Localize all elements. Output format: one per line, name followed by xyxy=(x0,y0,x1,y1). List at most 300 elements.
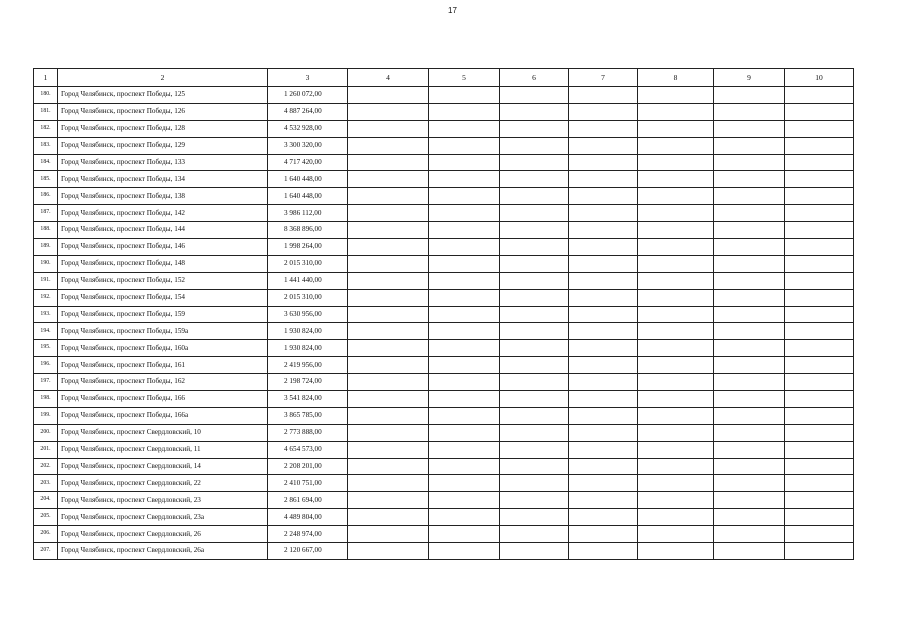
amount-cell: 2 773 888,00 xyxy=(268,424,348,441)
empty-cell xyxy=(785,306,854,323)
empty-cell xyxy=(348,171,429,188)
row-number-cell: 184. xyxy=(34,154,58,171)
empty-cell xyxy=(500,357,569,374)
row-number-cell: 206. xyxy=(34,526,58,543)
row-number-cell: 183. xyxy=(34,137,58,154)
empty-cell xyxy=(785,188,854,205)
empty-cell xyxy=(569,475,638,492)
empty-cell xyxy=(348,441,429,458)
empty-cell xyxy=(348,87,429,104)
empty-cell xyxy=(569,87,638,104)
empty-cell xyxy=(569,441,638,458)
empty-cell xyxy=(714,407,785,424)
empty-cell xyxy=(348,492,429,509)
table-row xyxy=(34,222,854,239)
empty-cell xyxy=(429,391,500,408)
empty-cell xyxy=(348,120,429,137)
empty-cell xyxy=(500,441,569,458)
row-number-cell: 187. xyxy=(34,205,58,222)
empty-cell xyxy=(500,289,569,306)
empty-cell xyxy=(429,323,500,340)
address-cell: Город Челябинск, проспект Победы, 125 xyxy=(58,87,268,104)
empty-cell xyxy=(638,188,714,205)
address-cell: Город Челябинск, проспект Победы, 166 xyxy=(58,391,268,408)
empty-cell xyxy=(569,424,638,441)
empty-cell xyxy=(785,205,854,222)
empty-cell xyxy=(785,340,854,357)
table-row xyxy=(34,137,854,154)
row-number-cell: 207. xyxy=(34,543,58,560)
empty-cell xyxy=(638,526,714,543)
empty-cell xyxy=(714,103,785,120)
empty-cell xyxy=(638,306,714,323)
table-row xyxy=(34,120,854,137)
table-row xyxy=(34,509,854,526)
table-row xyxy=(34,205,854,222)
table-row xyxy=(34,441,854,458)
empty-cell xyxy=(500,137,569,154)
empty-cell xyxy=(429,458,500,475)
empty-cell xyxy=(429,424,500,441)
empty-cell xyxy=(569,407,638,424)
empty-cell xyxy=(500,492,569,509)
address-cell: Город Челябинск, проспект Победы, 154 xyxy=(58,289,268,306)
address-cell: Город Челябинск, проспект Свердловский, 26а xyxy=(58,543,268,560)
address-cell: Город Челябинск, проспект Свердловский, 11 xyxy=(58,441,268,458)
empty-cell xyxy=(569,205,638,222)
row-number-cell: 188. xyxy=(34,222,58,239)
amount-cell: 1 930 824,00 xyxy=(268,340,348,357)
empty-cell xyxy=(348,272,429,289)
empty-cell xyxy=(714,154,785,171)
empty-cell xyxy=(500,340,569,357)
register-table xyxy=(33,68,854,560)
empty-cell xyxy=(714,424,785,441)
empty-cell xyxy=(638,239,714,256)
address-cell: Город Челябинск, проспект Победы, 166а xyxy=(58,407,268,424)
empty-cell xyxy=(500,255,569,272)
amount-cell: 8 368 896,00 xyxy=(268,222,348,239)
table-row xyxy=(34,458,854,475)
empty-cell xyxy=(429,120,500,137)
address-cell: Город Челябинск, проспект Победы, 128 xyxy=(58,120,268,137)
table-row xyxy=(34,475,854,492)
empty-cell xyxy=(714,87,785,104)
empty-cell xyxy=(714,374,785,391)
address-cell: Город Челябинск, проспект Свердловский, 10 xyxy=(58,424,268,441)
empty-cell xyxy=(500,391,569,408)
column-header: 9 xyxy=(714,69,785,87)
empty-cell xyxy=(714,306,785,323)
empty-cell xyxy=(714,137,785,154)
amount-cell: 1 640 448,00 xyxy=(268,171,348,188)
empty-cell xyxy=(714,340,785,357)
empty-cell xyxy=(638,323,714,340)
row-number-cell: 195. xyxy=(34,340,58,357)
empty-cell xyxy=(500,87,569,104)
row-number-cell: 201. xyxy=(34,441,58,458)
empty-cell xyxy=(638,458,714,475)
empty-cell xyxy=(348,475,429,492)
empty-cell xyxy=(785,239,854,256)
table-row xyxy=(34,239,854,256)
empty-cell xyxy=(348,374,429,391)
empty-cell xyxy=(500,475,569,492)
empty-cell xyxy=(500,205,569,222)
empty-cell xyxy=(638,509,714,526)
empty-cell xyxy=(638,357,714,374)
empty-cell xyxy=(714,205,785,222)
row-number-cell: 205. xyxy=(34,509,58,526)
empty-cell xyxy=(638,154,714,171)
empty-cell xyxy=(785,154,854,171)
table-row xyxy=(34,323,854,340)
empty-cell xyxy=(638,120,714,137)
address-cell: Город Челябинск, проспект Победы, 129 xyxy=(58,137,268,154)
amount-cell: 4 717 420,00 xyxy=(268,154,348,171)
address-cell: Город Челябинск, проспект Свердловский, 26 xyxy=(58,526,268,543)
address-cell: Город Челябинск, проспект Победы, 134 xyxy=(58,171,268,188)
empty-cell xyxy=(569,289,638,306)
empty-cell xyxy=(348,391,429,408)
empty-cell xyxy=(569,255,638,272)
empty-cell xyxy=(500,222,569,239)
amount-cell: 2 208 201,00 xyxy=(268,458,348,475)
empty-cell xyxy=(714,509,785,526)
empty-cell xyxy=(500,154,569,171)
empty-cell xyxy=(638,475,714,492)
address-cell: Город Челябинск, проспект Победы, 159 xyxy=(58,306,268,323)
amount-cell: 3 300 320,00 xyxy=(268,137,348,154)
table-row xyxy=(34,255,854,272)
empty-cell xyxy=(429,171,500,188)
column-header: 3 xyxy=(268,69,348,87)
empty-cell xyxy=(348,222,429,239)
empty-cell xyxy=(714,441,785,458)
empty-cell xyxy=(785,289,854,306)
empty-cell xyxy=(569,137,638,154)
empty-cell xyxy=(429,87,500,104)
empty-cell xyxy=(348,424,429,441)
address-cell: Город Челябинск, проспект Победы, 144 xyxy=(58,222,268,239)
empty-cell xyxy=(500,458,569,475)
address-cell: Город Челябинск, проспект Свердловский, 22 xyxy=(58,475,268,492)
empty-cell xyxy=(429,340,500,357)
table-header-row xyxy=(34,69,854,87)
empty-cell xyxy=(714,323,785,340)
empty-cell xyxy=(429,103,500,120)
empty-cell xyxy=(348,289,429,306)
empty-cell xyxy=(785,171,854,188)
empty-cell xyxy=(500,407,569,424)
table-row xyxy=(34,357,854,374)
empty-cell xyxy=(429,526,500,543)
empty-cell xyxy=(638,222,714,239)
empty-cell xyxy=(429,492,500,509)
empty-cell xyxy=(429,272,500,289)
empty-cell xyxy=(569,171,638,188)
empty-cell xyxy=(348,103,429,120)
empty-cell xyxy=(348,323,429,340)
amount-cell: 4 532 928,00 xyxy=(268,120,348,137)
empty-cell xyxy=(429,255,500,272)
table-row xyxy=(34,340,854,357)
empty-cell xyxy=(429,357,500,374)
empty-cell xyxy=(348,357,429,374)
amount-cell: 2 410 751,00 xyxy=(268,475,348,492)
empty-cell xyxy=(714,458,785,475)
address-cell: Город Челябинск, проспект Победы, 148 xyxy=(58,255,268,272)
empty-cell xyxy=(785,103,854,120)
amount-cell: 2 120 667,00 xyxy=(268,543,348,560)
empty-cell xyxy=(500,239,569,256)
row-number-cell: 199. xyxy=(34,407,58,424)
empty-cell xyxy=(785,526,854,543)
empty-cell xyxy=(638,205,714,222)
row-number-cell: 202. xyxy=(34,458,58,475)
empty-cell xyxy=(638,374,714,391)
empty-cell xyxy=(569,543,638,560)
empty-cell xyxy=(500,543,569,560)
table-row xyxy=(34,272,854,289)
empty-cell xyxy=(429,188,500,205)
empty-cell xyxy=(429,407,500,424)
row-number-cell: 203. xyxy=(34,475,58,492)
address-cell: Город Челябинск, проспект Победы, 138 xyxy=(58,188,268,205)
empty-cell xyxy=(348,137,429,154)
empty-cell xyxy=(785,509,854,526)
empty-cell xyxy=(500,509,569,526)
amount-cell: 1 930 824,00 xyxy=(268,323,348,340)
empty-cell xyxy=(638,255,714,272)
empty-cell xyxy=(785,458,854,475)
empty-cell xyxy=(429,289,500,306)
row-number-cell: 193. xyxy=(34,306,58,323)
row-number-cell: 196. xyxy=(34,357,58,374)
amount-cell: 1 441 440,00 xyxy=(268,272,348,289)
empty-cell xyxy=(714,222,785,239)
empty-cell xyxy=(429,475,500,492)
empty-cell xyxy=(569,272,638,289)
empty-cell xyxy=(638,289,714,306)
empty-cell xyxy=(638,492,714,509)
empty-cell xyxy=(569,340,638,357)
empty-cell xyxy=(348,306,429,323)
amount-cell: 1 998 264,00 xyxy=(268,239,348,256)
empty-cell xyxy=(500,103,569,120)
row-number-cell: 192. xyxy=(34,289,58,306)
row-number-cell: 180. xyxy=(34,87,58,104)
empty-cell xyxy=(638,87,714,104)
empty-cell xyxy=(569,509,638,526)
empty-cell xyxy=(785,407,854,424)
empty-cell xyxy=(638,272,714,289)
empty-cell xyxy=(348,340,429,357)
empty-cell xyxy=(785,120,854,137)
address-cell: Город Челябинск, проспект Победы, 161 xyxy=(58,357,268,374)
empty-cell xyxy=(569,103,638,120)
empty-cell xyxy=(569,458,638,475)
empty-cell xyxy=(569,391,638,408)
amount-cell: 3 986 112,00 xyxy=(268,205,348,222)
empty-cell xyxy=(638,391,714,408)
empty-cell xyxy=(785,475,854,492)
empty-cell xyxy=(348,458,429,475)
column-header: 7 xyxy=(569,69,638,87)
empty-cell xyxy=(714,239,785,256)
column-header: 6 xyxy=(500,69,569,87)
empty-cell xyxy=(569,357,638,374)
empty-cell xyxy=(569,492,638,509)
empty-cell xyxy=(348,205,429,222)
address-cell: Город Челябинск, проспект Свердловский, 14 xyxy=(58,458,268,475)
row-number-cell: 186. xyxy=(34,188,58,205)
empty-cell xyxy=(429,543,500,560)
empty-cell xyxy=(785,492,854,509)
amount-cell: 4 887 264,00 xyxy=(268,103,348,120)
table-row xyxy=(34,424,854,441)
empty-cell xyxy=(785,255,854,272)
empty-cell xyxy=(785,222,854,239)
empty-cell xyxy=(638,103,714,120)
amount-cell: 2 198 724,00 xyxy=(268,374,348,391)
address-cell: Город Челябинск, проспект Победы, 142 xyxy=(58,205,268,222)
table-row xyxy=(34,103,854,120)
empty-cell xyxy=(785,424,854,441)
table-row xyxy=(34,492,854,509)
empty-cell xyxy=(785,543,854,560)
table-row xyxy=(34,526,854,543)
empty-cell xyxy=(348,526,429,543)
empty-cell xyxy=(348,543,429,560)
empty-cell xyxy=(429,239,500,256)
empty-cell xyxy=(638,137,714,154)
empty-cell xyxy=(348,407,429,424)
amount-cell: 2 248 974,00 xyxy=(268,526,348,543)
address-cell: Город Челябинск, проспект Победы, 152 xyxy=(58,272,268,289)
empty-cell xyxy=(348,154,429,171)
empty-cell xyxy=(569,222,638,239)
column-header: 4 xyxy=(348,69,429,87)
table-row xyxy=(34,407,854,424)
empty-cell xyxy=(348,239,429,256)
table-row xyxy=(34,543,854,560)
empty-cell xyxy=(785,272,854,289)
table-row xyxy=(34,154,854,171)
empty-cell xyxy=(638,407,714,424)
table-row xyxy=(34,374,854,391)
row-number-cell: 194. xyxy=(34,323,58,340)
empty-cell xyxy=(429,137,500,154)
empty-cell xyxy=(714,188,785,205)
row-number-cell: 197. xyxy=(34,374,58,391)
empty-cell xyxy=(714,289,785,306)
empty-cell xyxy=(714,357,785,374)
column-header: 2 xyxy=(58,69,268,87)
empty-cell xyxy=(714,543,785,560)
empty-cell xyxy=(785,137,854,154)
empty-cell xyxy=(714,255,785,272)
column-header: 1 xyxy=(34,69,58,87)
empty-cell xyxy=(785,87,854,104)
empty-cell xyxy=(500,272,569,289)
page-number: 17 xyxy=(448,6,457,15)
empty-cell xyxy=(714,492,785,509)
empty-cell xyxy=(429,222,500,239)
row-number-cell: 185. xyxy=(34,171,58,188)
empty-cell xyxy=(638,441,714,458)
amount-cell: 2 015 310,00 xyxy=(268,289,348,306)
amount-cell: 2 419 956,00 xyxy=(268,357,348,374)
empty-cell xyxy=(500,188,569,205)
table-row xyxy=(34,306,854,323)
amount-cell: 3 541 824,00 xyxy=(268,391,348,408)
empty-cell xyxy=(429,205,500,222)
empty-cell xyxy=(348,188,429,205)
column-header: 8 xyxy=(638,69,714,87)
amount-cell: 3 630 956,00 xyxy=(268,306,348,323)
empty-cell xyxy=(714,475,785,492)
empty-cell xyxy=(429,306,500,323)
empty-cell xyxy=(348,255,429,272)
empty-cell xyxy=(714,391,785,408)
address-cell: Город Челябинск, проспект Победы, 162 xyxy=(58,374,268,391)
empty-cell xyxy=(429,509,500,526)
empty-cell xyxy=(569,306,638,323)
empty-cell xyxy=(638,424,714,441)
empty-cell xyxy=(569,120,638,137)
empty-cell xyxy=(569,188,638,205)
empty-cell xyxy=(500,171,569,188)
address-cell: Город Челябинск, проспект Победы, 159а xyxy=(58,323,268,340)
row-number-cell: 198. xyxy=(34,391,58,408)
address-cell: Город Челябинск, проспект Свердловский, 23а xyxy=(58,509,268,526)
empty-cell xyxy=(785,374,854,391)
empty-cell xyxy=(500,424,569,441)
empty-cell xyxy=(348,509,429,526)
amount-cell: 2 015 310,00 xyxy=(268,255,348,272)
row-number-cell: 182. xyxy=(34,120,58,137)
empty-cell xyxy=(714,120,785,137)
amount-cell: 4 489 804,00 xyxy=(268,509,348,526)
address-cell: Город Челябинск, проспект Победы, 126 xyxy=(58,103,268,120)
row-number-cell: 204. xyxy=(34,492,58,509)
row-number-cell: 191. xyxy=(34,272,58,289)
address-cell: Город Челябинск, проспект Свердловский, 23 xyxy=(58,492,268,509)
amount-cell: 1 640 448,00 xyxy=(268,188,348,205)
address-cell: Город Челябинск, проспект Победы, 146 xyxy=(58,239,268,256)
empty-cell xyxy=(714,171,785,188)
amount-cell: 2 861 694,00 xyxy=(268,492,348,509)
empty-cell xyxy=(569,239,638,256)
empty-cell xyxy=(785,357,854,374)
row-number-cell: 189. xyxy=(34,239,58,256)
empty-cell xyxy=(500,306,569,323)
address-cell: Город Челябинск, проспект Победы, 133 xyxy=(58,154,268,171)
empty-cell xyxy=(429,154,500,171)
empty-cell xyxy=(714,272,785,289)
empty-cell xyxy=(785,441,854,458)
empty-cell xyxy=(638,171,714,188)
empty-cell xyxy=(429,374,500,391)
column-header: 10 xyxy=(785,69,854,87)
row-number-cell: 181. xyxy=(34,103,58,120)
amount-cell: 1 260 072,00 xyxy=(268,87,348,104)
empty-cell xyxy=(569,374,638,391)
empty-cell xyxy=(500,526,569,543)
empty-cell xyxy=(638,543,714,560)
row-number-cell: 200. xyxy=(34,424,58,441)
